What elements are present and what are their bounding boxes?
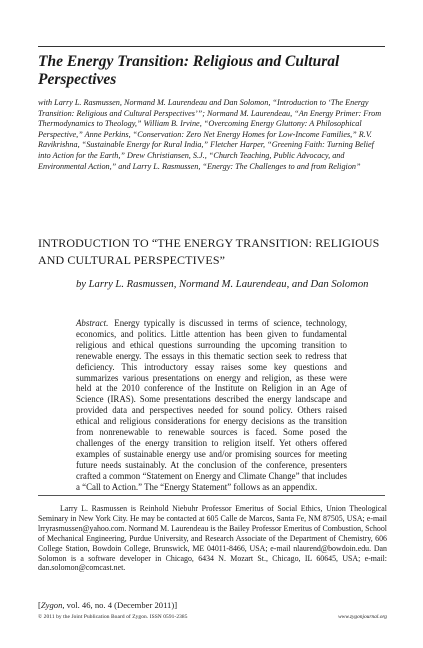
copyright-notice: © 2011 by the Joint Publication Board of Zygon. ISSN 0591-2385 — [38, 614, 188, 620]
abstract-label: Abstract. — [76, 318, 109, 328]
journal-issue: , vol. 46, no. 4 (December 2011)] — [62, 600, 178, 610]
journal-name: Zygon — [40, 600, 63, 610]
abstract — [76, 318, 347, 493]
author-affiliations: Larry L. Rasmussen is Reinhold Niebuhr Professor Emeritus of Social Ethics, Union Theological Seminary in New York City. He may be contacted at 605 Calle de Marcos, Santa Fe, NM 87505, USA; e-mail lrryrasmussen@yahoo.com. Normand M. Laurendeau is the Bailey Professor Emeritus of Combustion, School of Mechanical Engineering, Purdue University, and Research Associate of the Department of Chemistry, 606 College Station, Bowdoin College, Brunswick, ME 04011-8466, USA; e-mail nlaurend@bowdoin.edu. Dan Solomon is a software developer in Chicago, 6434 N. Mozart St., Chicago, IL 60645, USA; e-mail: dan.solomon@comcast.net. — [38, 504, 387, 573]
article-authors: by Larry L. Rasmussen, Normand M. Laurendeau, and Dan Solomon — [76, 279, 369, 290]
section-title: The Energy Transition: Religious and Cultural Perspectives — [38, 53, 340, 88]
header-rule — [38, 46, 385, 47]
journal-url[interactable]: www.zygonjournal.org — [338, 614, 387, 620]
article-title: INTRODUCTION TO “THE ENERGY TRANSITION: RELIGIOUS AND CULTURAL PERSPECTIVES” — [38, 236, 380, 267]
journal-citation — [38, 600, 177, 610]
contributors-list: with Larry L. Rasmussen, Normand M. Laurendeau and Dan Solomon, “Introduction to ‘The Energy Transition: Religious and Cultural Perspectives’”; Normand M. Laurendeau, “An Energy Primer: From Thermodynamics to Theology,” William B. Irvine, “Overcoming Energy Gluttony: A Philosophical Perspective,” Anne Perkins, “Conservation: Zero Net Energy Homes for Low-Income Families,” R.V. Ravikrishna, “Sustainable Energy for Rural India,” Fletcher Harper, “Greening Faith: Turning Belief into Action for the Earth,” Drew Christiansen, S.J., “Church Teaching, Public Advocacy, and Environmental Action,” and Larry L. Rasmussen, “Energy: The Challenges to and from Religion” — [38, 98, 382, 171]
journal-open-bracket: [ — [38, 600, 41, 610]
footnote-rule — [38, 495, 385, 496]
abstract-text: Energy typically is discussed in terms of science, technology, economics, and politics. Little attention has been given to fundamental religious and ethical questions surrounding the upcoming transition to renewable energy. The essays in this thematic section seek to redress that deficiency. This introductory essay raises some key questions and summarizes various presentations on energy and religion, as these were held at the 2010 conference of the Institute on Religion in an Age of Science (IRAS). Some presentations described the energy landscape and provided data and perspectives needed for sound policy. Others raised ethical and religious considerations for energy decisions as the transition from nonrenewable to renewable sources is faced. Some posed the challenges of the energy transition to religion itself. Yet others offered examples of sustainable energy use and/or promising sources for meeting future needs sustainably. At the conclusion of the conference, presenters crafted a common “Statement on Energy and Climate Change” that includes a “Call to Action.” The “Energy Statement” follows as an appendix. — [76, 318, 347, 492]
